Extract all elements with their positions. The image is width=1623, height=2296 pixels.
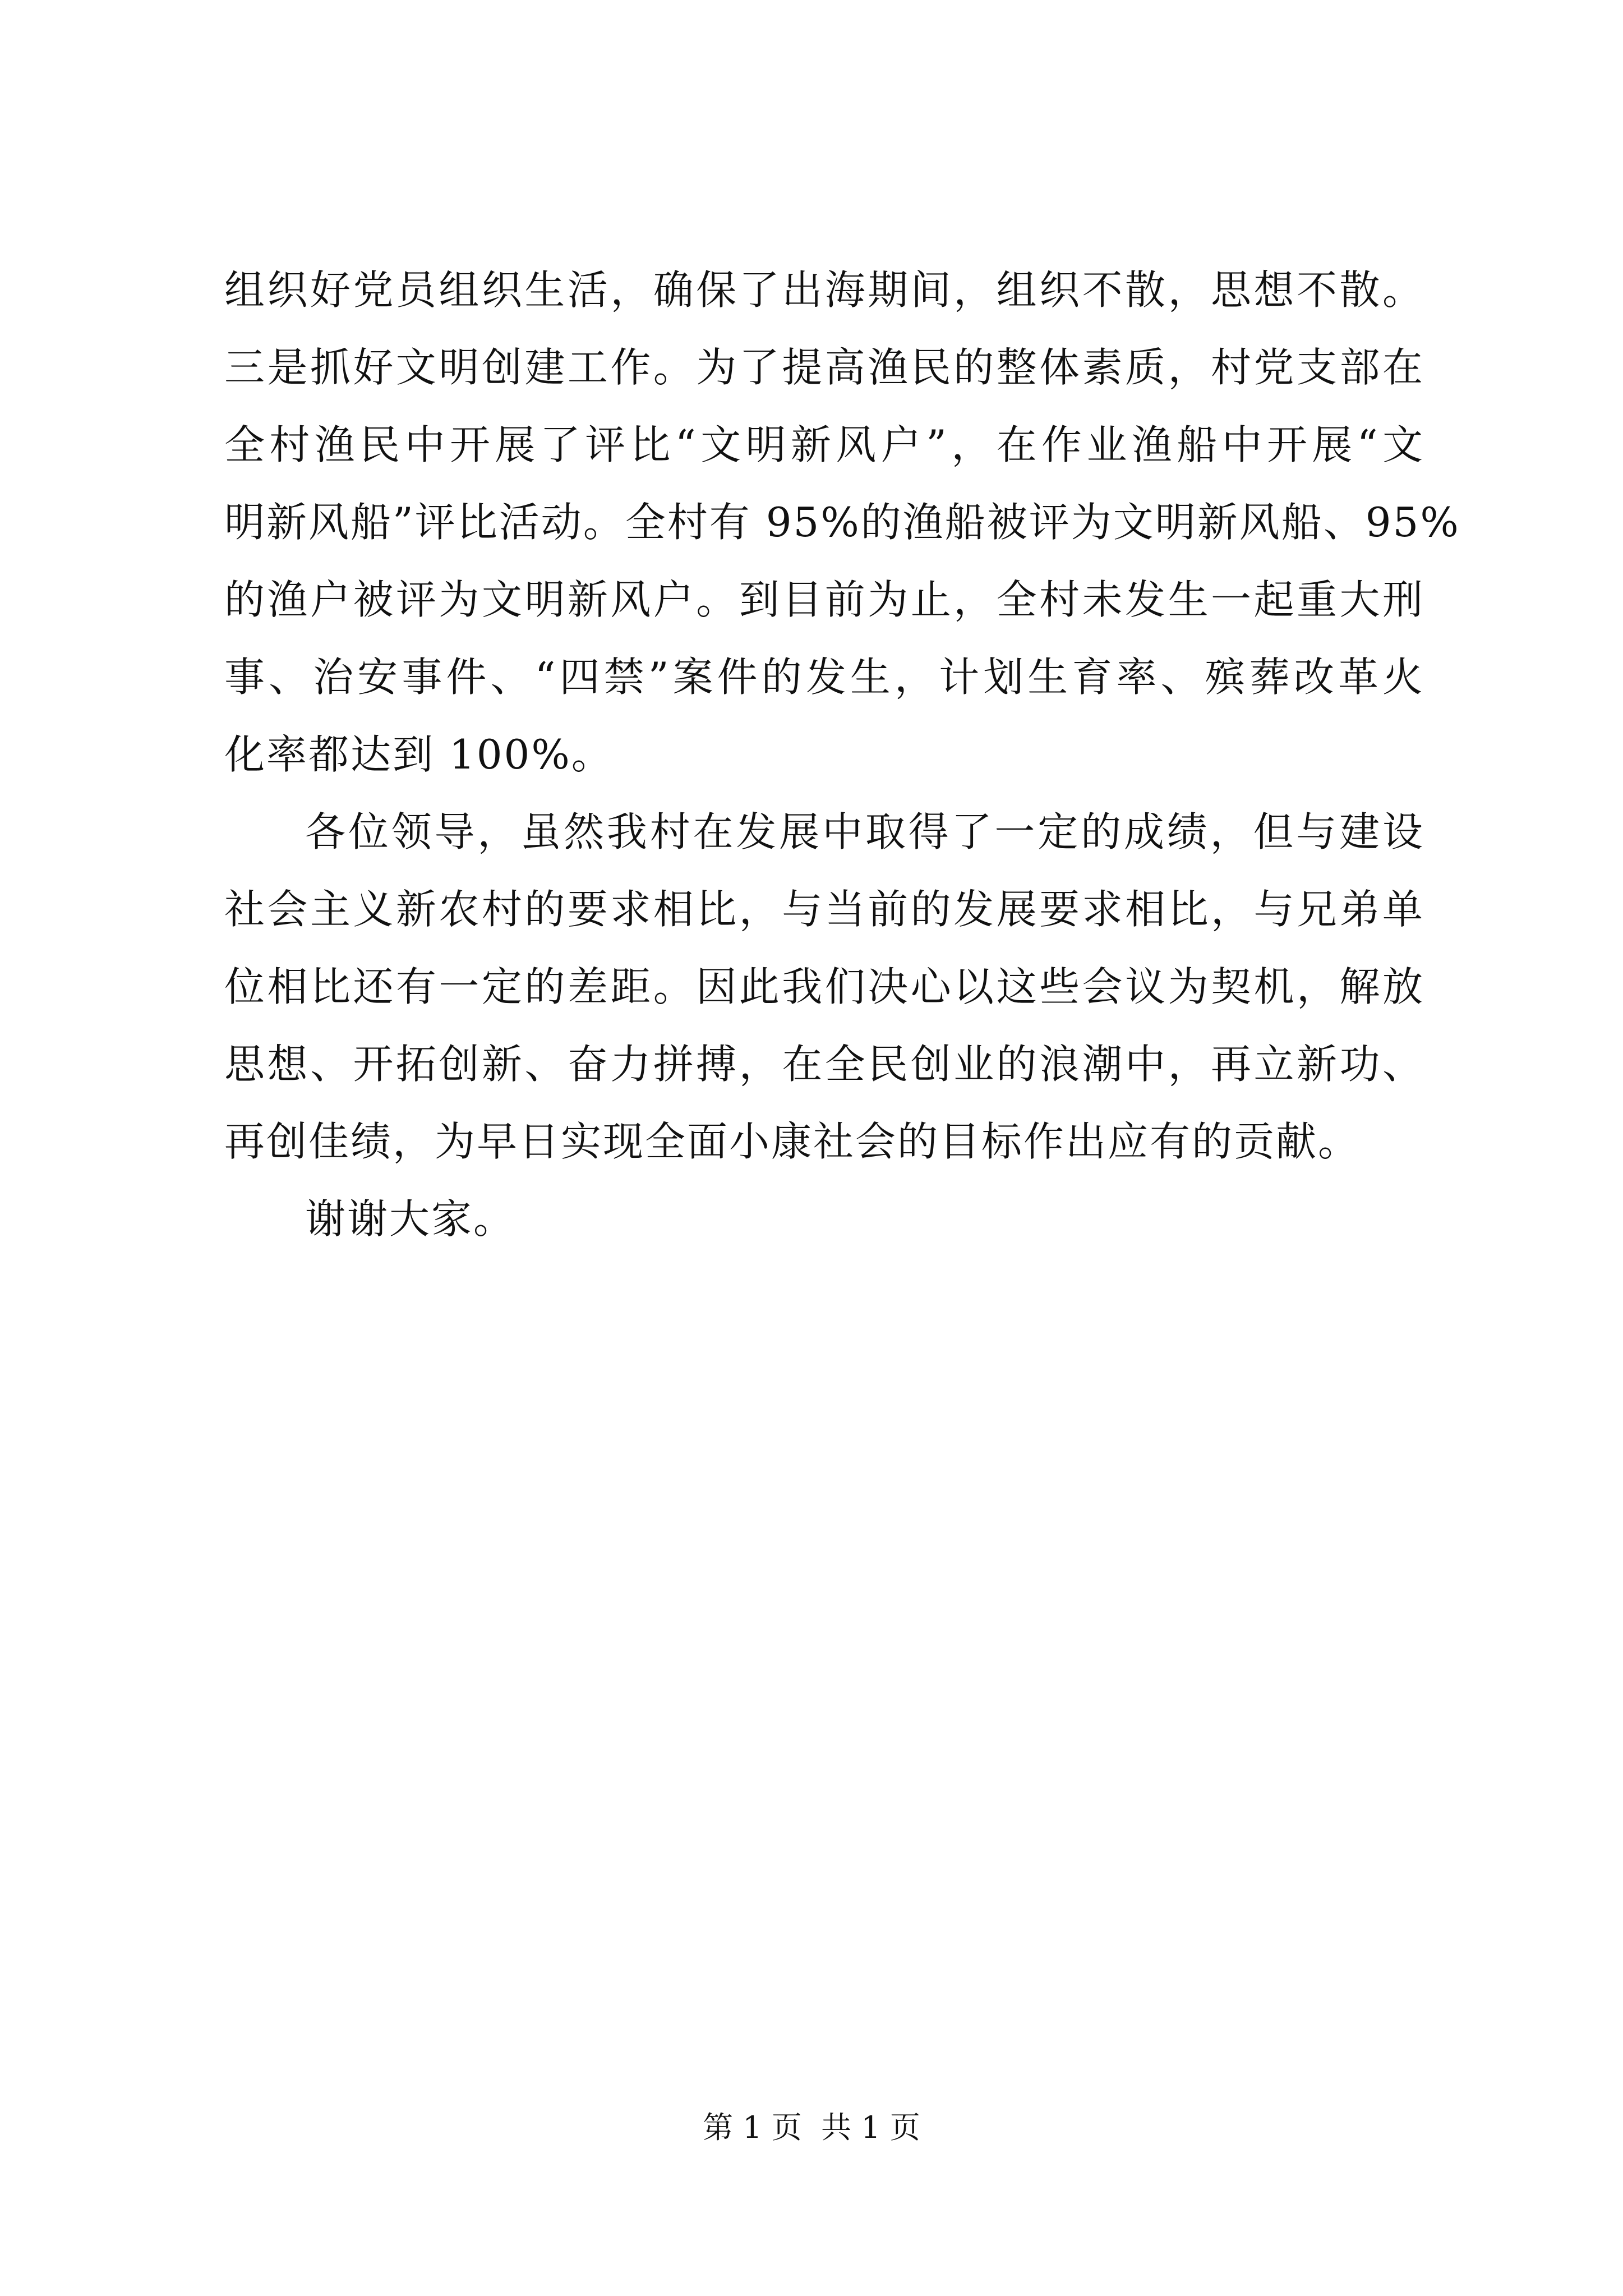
closing-line: 谢谢大家。 — [305, 1195, 516, 1243]
paragraph-line-2: 三是抓好文明创建工作。为了提高渔民的整体素质，村党支部在 — [224, 344, 1424, 391]
page-footer — [0, 2108, 1623, 2147]
page-number: 第 1 页 共 1 页 — [703, 2110, 920, 2145]
paragraph-line-7: 化率都达到 100%。 — [224, 731, 614, 778]
paragraph-line-5: 的渔户被评为文明新风户。到目前为止，全村未发生一起重大刑 — [224, 576, 1424, 623]
paragraph-line-12: 再创佳绩，为早日实现全面小康社会的目标作出应有的贡献。 — [224, 1118, 1361, 1165]
paragraph-line-1: 组织好党员组织生活，确保了出海期间，组织不散，思想不散。 — [224, 266, 1424, 314]
paragraph-line-9: 社会主义新农村的要求相比，与当前的发展要求相比，与兄弟单 — [224, 886, 1424, 933]
document-body — [224, 251, 1460, 1258]
paragraph-line-3: 全村渔民中开展了评比“文明新风户”，在作业渔船中开展“文 — [224, 421, 1424, 468]
paragraph-line-8: 各位领导，虽然我村在发展中取得了一定的成绩，但与建设 — [305, 808, 1424, 855]
paragraph-line-6: 事、治安事件、“四禁”案件的发生，计划生育率、殡葬改革火 — [224, 654, 1424, 701]
paragraph-line-4: 明新风船”评比活动。全村有 95%的渔船被评为文明新风船、95% — [224, 499, 1460, 546]
paragraph-line-10: 位相比还有一定的差距。因此我们决心以这些会议为契机，解放 — [224, 963, 1424, 1010]
paragraph-line-11: 思想、开拓创新、奋力拼搏，在全民创业的浪潮中，再立新功、 — [224, 1041, 1424, 1088]
